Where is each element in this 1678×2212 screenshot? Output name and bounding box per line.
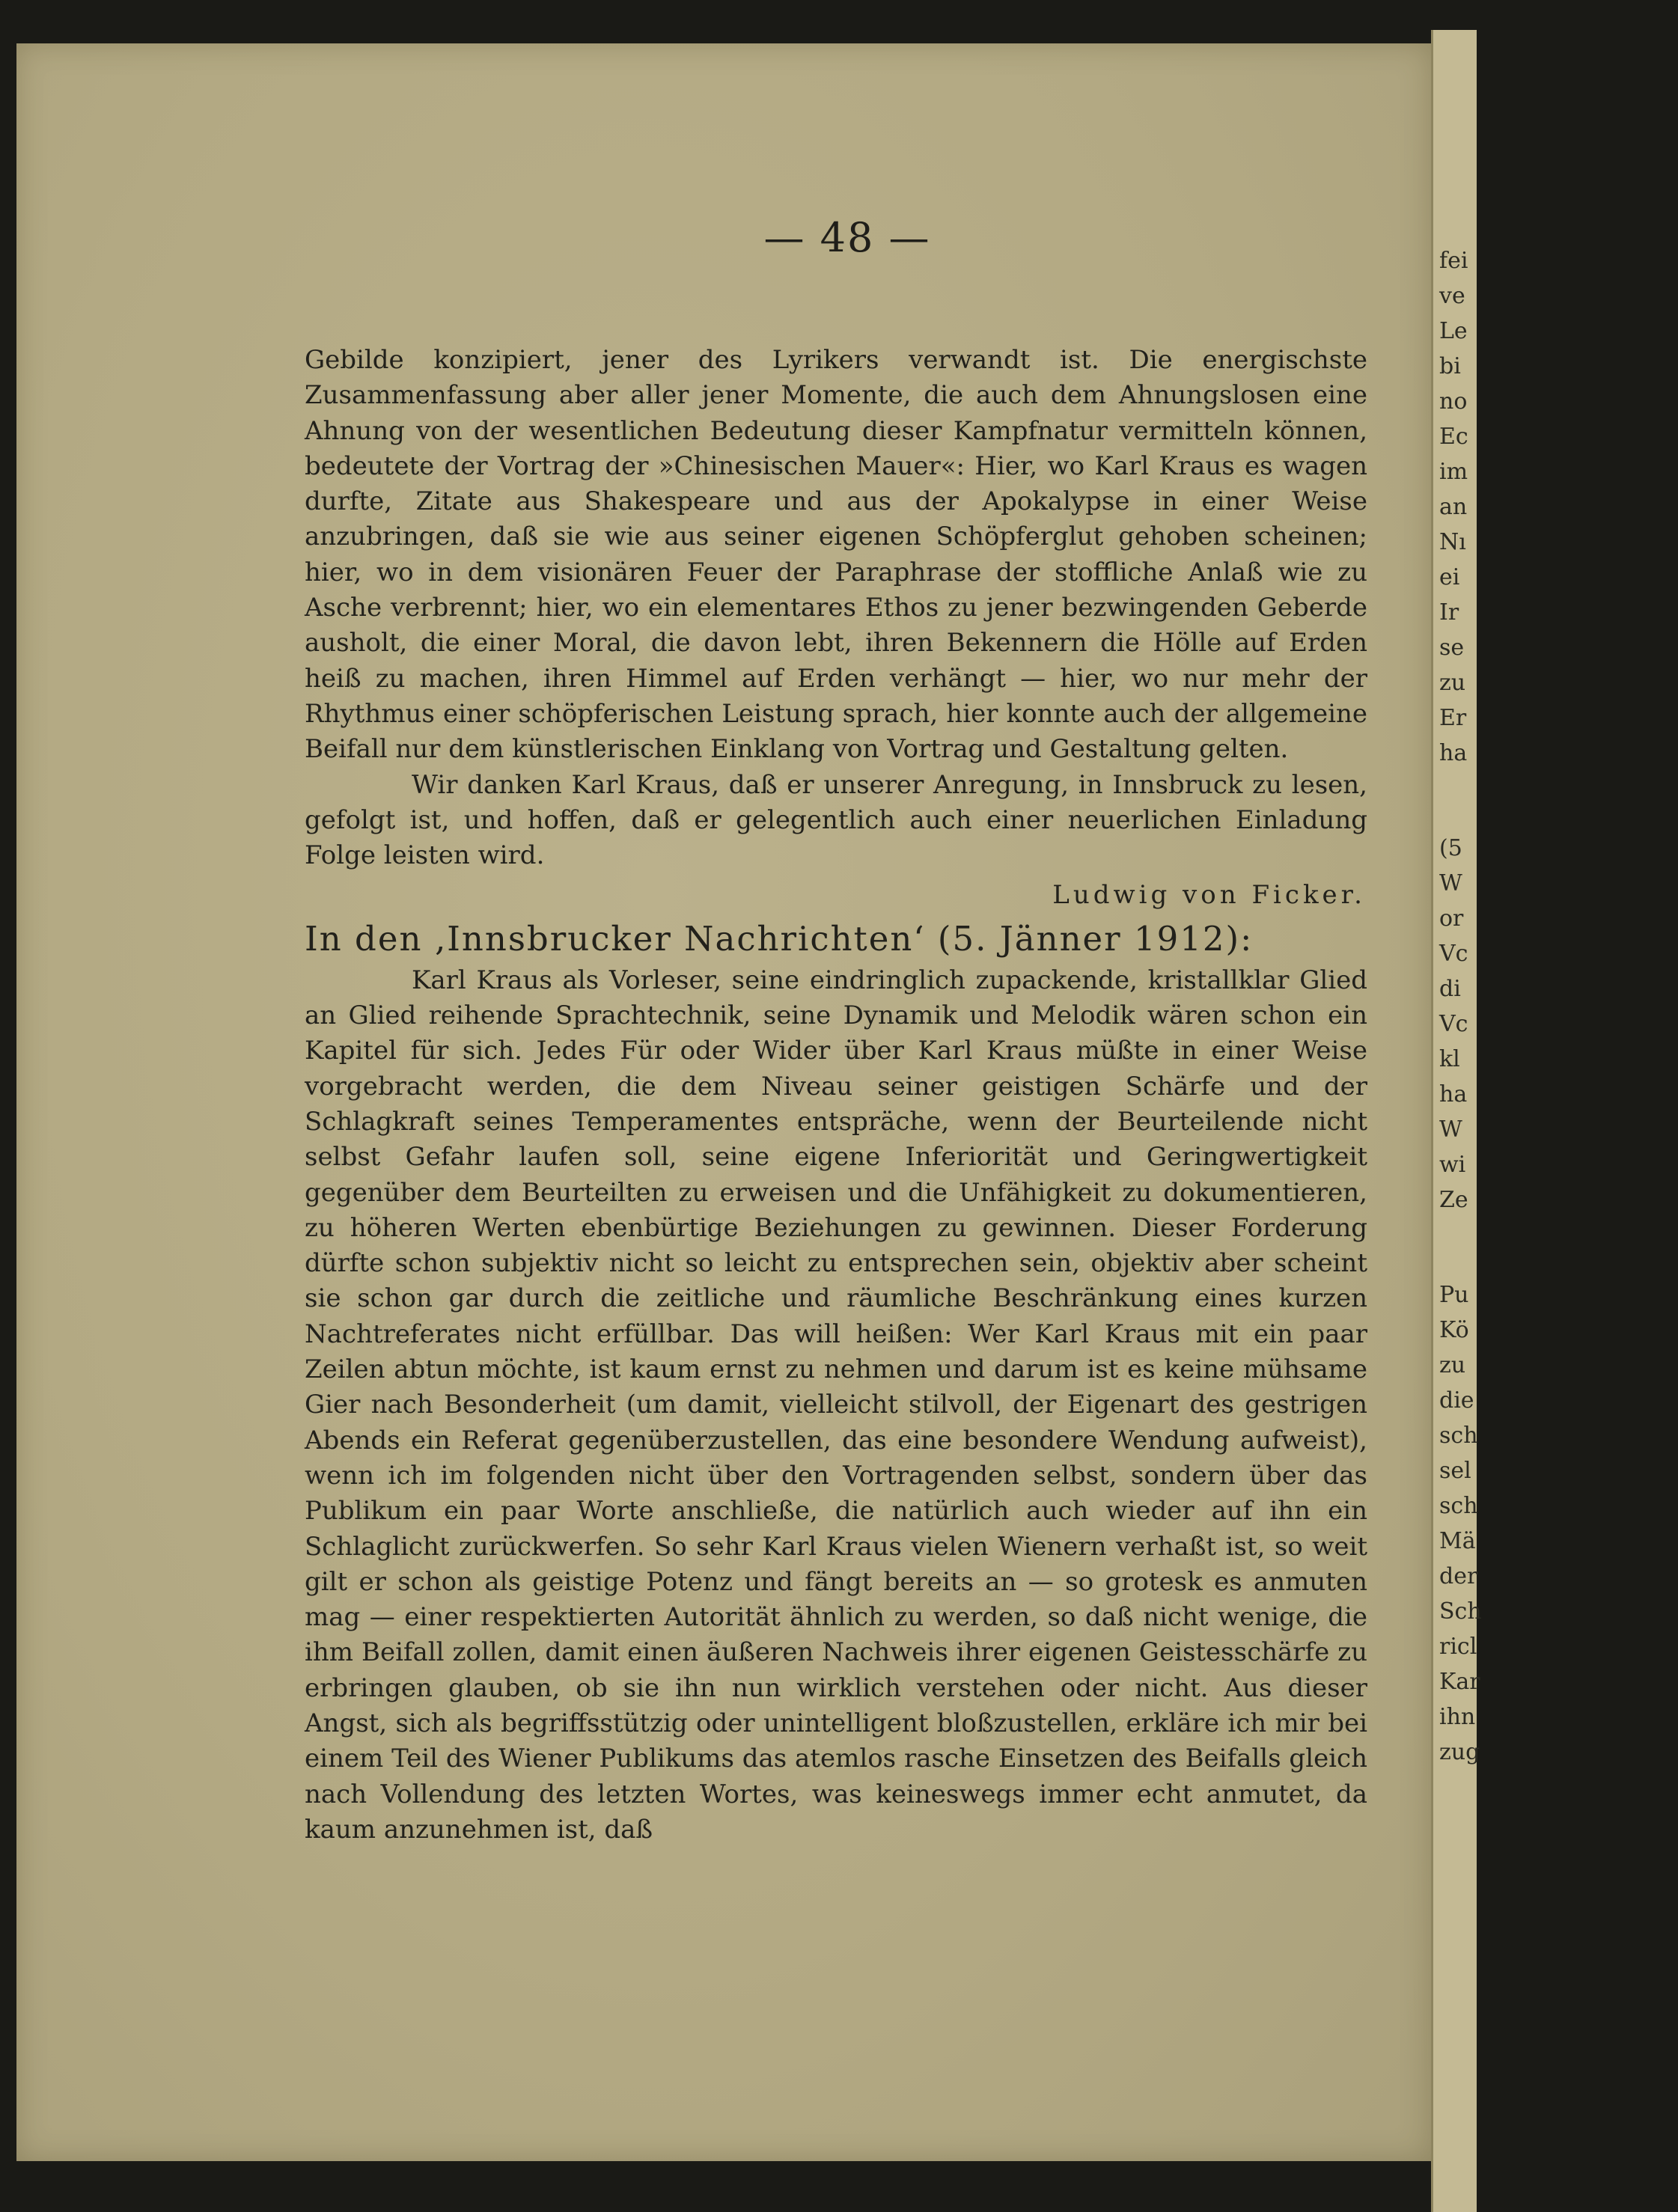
fragment: Kö bbox=[1439, 1317, 1469, 1343]
fragment: zu bbox=[1439, 670, 1466, 696]
fragment-gap bbox=[1439, 1217, 1482, 1277]
fragment: sch bbox=[1439, 1423, 1478, 1449]
fragment: Mä bbox=[1439, 1528, 1476, 1554]
fragment: Nı bbox=[1439, 529, 1466, 555]
fragment: ve bbox=[1439, 283, 1465, 309]
fragment-gap bbox=[1439, 771, 1482, 831]
section-heading: In den ‚Innsbrucker Nachrichten‘ (5. Jänner 1912): bbox=[305, 918, 1254, 959]
fragment: ei bbox=[1439, 564, 1460, 590]
fragment: W bbox=[1439, 1116, 1462, 1143]
adjacent-page-edge bbox=[1431, 30, 1482, 2212]
fragment: no bbox=[1439, 388, 1468, 415]
page-body bbox=[305, 343, 1367, 1848]
fragment: se bbox=[1439, 635, 1465, 661]
signature: Ludwig von Ficker. bbox=[1052, 880, 1366, 911]
fragment: Pu bbox=[1439, 1282, 1469, 1308]
paragraph-thanks: Wir danken Karl Kraus, daß er unserer Anregung, in Innsbruck zu lesen, gefolgt ist, und hoffen, daß er gelegentlich auch einer neuerlichen Einladung Folge leisten wird. bbox=[305, 769, 1367, 871]
fragment: zu bbox=[1439, 1352, 1466, 1378]
fragment: Vc bbox=[1439, 941, 1468, 967]
fragment: Ze bbox=[1439, 1187, 1468, 1213]
fragment: fei bbox=[1439, 248, 1468, 274]
fragment: sch bbox=[1439, 1493, 1478, 1519]
paragraph-continued: Gebilde konzipiert, jener des Lyrikers verwandt ist. Die energischste Zusammenfassung aber aller jener Momente, die auch dem Ahnungslosen eine Ahnung von der wesentlichen Bedeutung dieser Kampfnatur vermitteln können, bedeutete der Vortrag der »Chinesischen Mauer«: Hier, wo Karl Kraus es wagen durfte, Zitate aus Shakespeare und aus der Apokalypse in einer Weise anzubringen, daß sie wie aus seiner eigenen Schöpferglut gehoben scheinen; hier, wo in dem visionären Feuer der Paraphrase der stoffliche Anlaß wie zu Asche verbrennt; hier, wo ein elementares Ethos zu jener bezwingenden Geberde ausholt, die einer Moral, die davon lebt, ihren Bekennern die Hölle auf Erden heiß zu machen, ihren Himmel auf Erden verhängt — hier, wo nur mehr der Rhythmus einer schöpferischen Leistung sprach, hier konnte auch der allgemeine Beifall nur dem künstlerischen Einklang von Vortrag und Gestaltung gelten. bbox=[305, 345, 1367, 765]
fragment: ha bbox=[1439, 740, 1468, 766]
fragment: Er bbox=[1439, 705, 1467, 731]
fragment: Le bbox=[1439, 318, 1468, 344]
fragment: W bbox=[1439, 870, 1462, 896]
fragment: (5 bbox=[1439, 835, 1462, 861]
page-number: — 48 — bbox=[763, 214, 931, 261]
fragment: di bbox=[1439, 976, 1461, 1002]
book-page bbox=[16, 43, 1431, 2161]
fragment: Ec bbox=[1439, 424, 1468, 450]
fragment: or bbox=[1439, 905, 1464, 932]
fragment: die bbox=[1439, 1387, 1474, 1414]
fragment: kl bbox=[1439, 1046, 1460, 1072]
fragment: zug bbox=[1439, 1739, 1480, 1765]
fragment: an bbox=[1439, 494, 1468, 520]
fragment: ihn bbox=[1439, 1704, 1476, 1730]
fragment: bi bbox=[1439, 353, 1461, 379]
fragment: sel bbox=[1439, 1458, 1471, 1484]
fragment: Ir bbox=[1439, 599, 1459, 626]
adjacent-page-fragments bbox=[1439, 243, 1482, 1770]
fragment: Vc bbox=[1439, 1011, 1468, 1037]
fragment: wi bbox=[1439, 1152, 1466, 1178]
fragment: ricl bbox=[1439, 1634, 1477, 1660]
fragment: Sch bbox=[1439, 1598, 1482, 1625]
fragment: der bbox=[1439, 1563, 1478, 1589]
paragraph-review: Karl Kraus als Vorleser, seine eindringlich zupackende, kristallklar Glied an Glied reihende Sprachtechnik, seine Dynamik und Melodik wären schon ein Kapitel für sich. Jedes Für oder Wider über Karl Kraus müßte in einer Weise vorgebracht werden, die dem Niveau seiner geistigen Schärfe und der Schlagkraft seines Temperamentes entspräche, wenn der Beurteilende nicht selbst Gefahr laufen soll, seine eigene Inferiorität und Geringwertigkeit gegenüber dem Beurteilten zu erweisen und die Unfähigkeit zu dokumentieren, zu höheren Werten ebenbürtige Beziehungen zu gewinnen. Dieser Forderung dürfte schon subjektiv nicht so leicht zu entsprechen sein, objektiv aber scheint sie schon gar durch die zeitliche und räumliche Beschränkung eines kurzen Nachtreferates nicht erfüllbar. Das will heißen: Wer Karl Kraus mit ein paar Zeilen abtun möchte, ist kaum ernst zu nehmen und darum ist es keine mühsame Gier nach Besonderheit (um damit, vielleicht stilvoll, der Eigenart des gestrigen Abends ein Referat gegenüberzustellen, das eine besondere Wendung aufweist), wenn ich im folgenden nicht über den Vortragenden selbst, sondern über das Publikum ein paar Worte anschließe, die natürlich auch wieder auf ihn ein Schlaglicht zurückwerfen. So sehr Karl Kraus vielen Wienern verhaßt ist, so weit gilt er schon als geistige Potenz und fängt bereits an — so grotesk es anmuten mag — einer respektierten Autorität ähnlich zu werden, so daß nicht wenige, die ihm Beifall zollen, damit einen äußeren Nachweis ihrer eigenen Geistesschärfe zu erbringen glauben, ob sie ihn nun wirklich verstehen oder nicht. Aus dieser Angst, sich als begriffsstützig oder unintelligent bloßzustellen, erkläre ich mir bei einem Teil des Wiener Publikums das atemlos rasche Einsetzen des Beifalls gleich nach Vollendung des letzten Wortes, was keineswegs immer echt anmutet, da kaum anzunehmen ist, daß bbox=[305, 965, 1367, 1845]
fragment: Kar bbox=[1439, 1669, 1480, 1695]
fragment: ha bbox=[1439, 1081, 1468, 1107]
fragment: im bbox=[1439, 459, 1468, 485]
